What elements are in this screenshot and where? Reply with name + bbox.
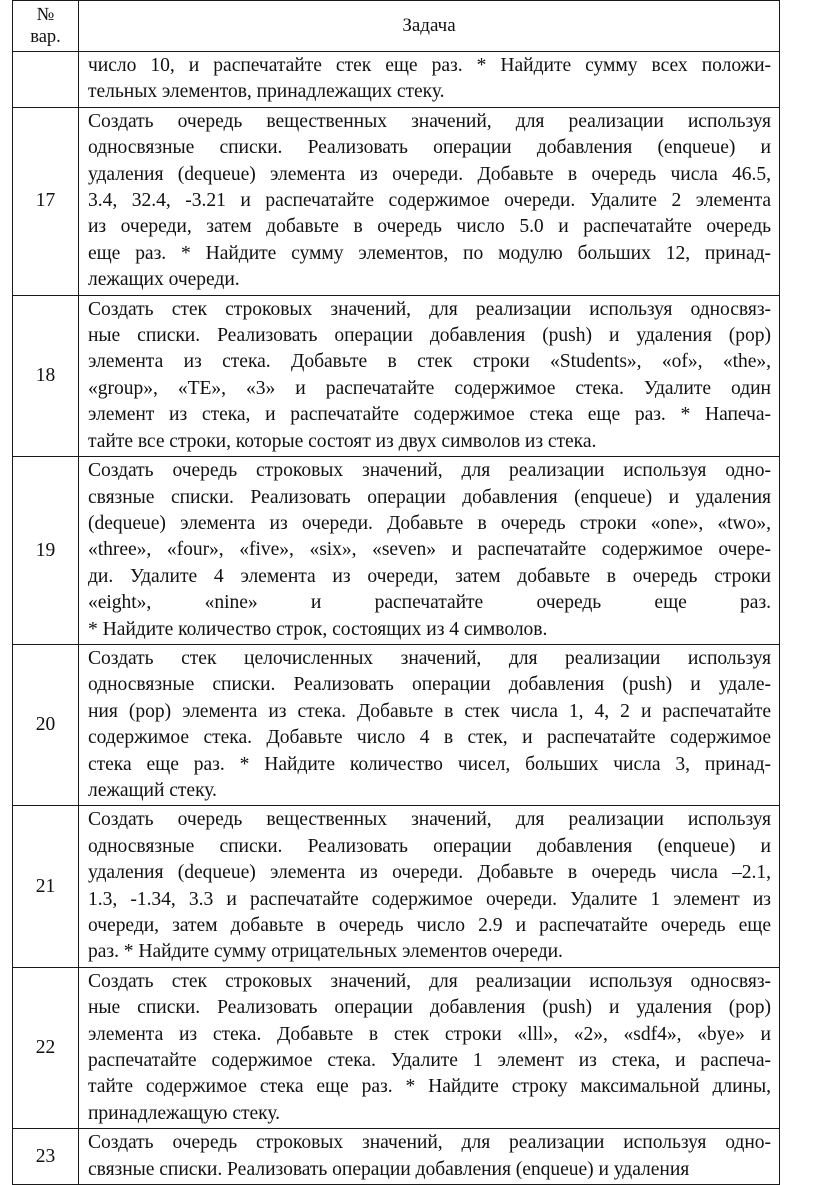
task-text bbox=[79, 52, 780, 108]
task-text-line: стека еще раз. * Найдите количество чисел, больших числа 3, принад- bbox=[88, 753, 771, 775]
task-text-line: элемента из стека. Добавьте в стек строки «lll», «2», «sdf4», «bye» и bbox=[88, 1023, 771, 1045]
task-text-line: 3.4, 32.4, -3.21 и распечатайте содержимое очереди. Удалите 2 элемента bbox=[88, 190, 771, 212]
task-text-line: связные списки. Реализовать операции добавления (enqueue) и удаления bbox=[88, 1158, 690, 1180]
task-text-line: «group», «TE», «3» и распечатайте содержимое стека. Удалите один bbox=[88, 377, 771, 399]
variant-number: 19 bbox=[13, 457, 79, 645]
task-text-line: тайте все строки, которые состоят из двух символов из стека. bbox=[88, 430, 597, 452]
variant-number: 23 bbox=[13, 1129, 79, 1185]
task-text-line: односвязные списки. Реализовать операции добавления (enqueue) и bbox=[88, 137, 771, 159]
task-text-line: ния (pop) элемента из стека. Добавьте в стек числа 1, 4, 2 и распечатайте bbox=[88, 700, 771, 722]
task-text bbox=[79, 1129, 780, 1185]
task-text bbox=[79, 644, 780, 805]
task-text-line: Создать стек строковых значений, для реализации используя односвяз- bbox=[88, 970, 771, 992]
variant-number: 20 bbox=[13, 644, 79, 805]
table-row bbox=[13, 967, 780, 1128]
task-text-line: Создать стек целочисленных значений, для реализации используя bbox=[88, 647, 771, 669]
task-text-line: удаления (dequeue) элемента из очереди. Добавьте в очередь числа –2.1, bbox=[88, 862, 771, 884]
task-text-line: Создать стек строковых значений, для реализации используя односвяз- bbox=[88, 298, 771, 320]
task-text-line: «eight», «nine» и распечатайте очередь еще раз. bbox=[88, 592, 771, 614]
variant-number: 21 bbox=[13, 806, 79, 967]
task-text-line: из очереди, затем добавьте в очередь число 5.0 и распечатайте очередь bbox=[88, 216, 771, 238]
table-row bbox=[13, 1129, 780, 1185]
task-text-line: тельных элементов, принадлежащих стеку. bbox=[88, 81, 445, 103]
task-text-line: связные списки. Реализовать операции добавления (enqueue) и удаления bbox=[88, 486, 771, 508]
task-text bbox=[79, 967, 780, 1128]
table-row bbox=[13, 644, 780, 805]
task-text-line: односвязные списки. Реализовать операции добавления (enqueue) и bbox=[88, 835, 771, 857]
task-text-line: (dequeue) элемента из очереди. Добавьте в очередь строки «one», «two», bbox=[88, 512, 771, 534]
task-header: Задача bbox=[79, 1, 780, 52]
table-row bbox=[13, 107, 780, 295]
task-text-line: ные списки. Реализовать операции добавления (push) и удаления (pop) bbox=[88, 997, 771, 1019]
task-text-line: 1.3, -1.34, 3.3 и распечатайте содержимое очереди. Удалите 1 элемент из bbox=[88, 888, 771, 910]
task-text-line: удаления (dequeue) элемента из очереди. Добавьте в очередь числа 46.5, bbox=[88, 163, 771, 185]
task-rows bbox=[13, 52, 780, 1185]
task-text-line: принадлежащую стеку. bbox=[88, 1102, 280, 1124]
task-text bbox=[79, 107, 780, 295]
task-text-line: * Найдите количество строк, состоящих из 4 символов. bbox=[88, 618, 548, 640]
task-text-line: Создать очередь вещественных значений, для реализации используя bbox=[88, 809, 771, 831]
task-text-line: ди. Удалите 4 элемента из очереди, затем добавьте в очередь строки bbox=[88, 565, 771, 587]
task-text-line: распечатайте содержимое стека. Удалите 1 элемент из стека, и распеча- bbox=[88, 1050, 771, 1072]
task-text-line: Создать очередь строковых значений, для реализации используя одно- bbox=[88, 460, 771, 482]
variant-number bbox=[13, 52, 79, 108]
task-table bbox=[12, 0, 780, 1185]
task-text-line: односвязные списки. Реализовать операции добавления (push) и удале- bbox=[88, 674, 771, 696]
table-row bbox=[13, 457, 780, 645]
task-text-line: лежащих очереди. bbox=[88, 269, 240, 291]
task-text-line: еще раз. * Найдите сумму элементов, по модулю больших 12, принад- bbox=[88, 242, 771, 264]
task-text bbox=[79, 457, 780, 645]
variant-number-header-label: вар. bbox=[30, 27, 61, 47]
task-text-line: очереди, затем добавьте в очередь число 2.9 и распечатайте очередь еще bbox=[88, 915, 771, 936]
task-text-line: элемента из стека. Добавьте в стек строки «Students», «of», «the», bbox=[88, 351, 771, 373]
task-text-line: Создать очередь вещественных значений, для реализации используя bbox=[88, 110, 771, 132]
variant-number: 22 bbox=[13, 967, 79, 1128]
table-row bbox=[13, 295, 780, 456]
table-row bbox=[13, 52, 780, 108]
task-text-line: тайте содержимое стека еще раз. * Найдите строку максимальной длины, bbox=[88, 1076, 771, 1098]
task-text-line: Создать очередь строковых значений, для реализации используя одно- bbox=[88, 1132, 771, 1154]
task-text-line: содержимое стека. Добавьте число 4 в стек, и распечатайте содержимое bbox=[88, 727, 771, 749]
task-text-line: «three», «four», «five», «six», «seven» и распечатайте содержимое очере- bbox=[88, 539, 771, 561]
variant-number: 17 bbox=[13, 107, 79, 295]
variant-number-header-symbol: № bbox=[36, 5, 55, 25]
task-text bbox=[79, 295, 780, 456]
variant-number: 18 bbox=[13, 295, 79, 456]
task-text-line: число 10, и распечатайте стек еще раз. * Найдите сумму всех положи- bbox=[88, 55, 771, 76]
task-text-line: элемент из стека, и распечатайте содержимое стека еще раз. * Напеча- bbox=[88, 404, 771, 426]
table-header-row bbox=[13, 1, 780, 52]
task-text-line: раз. * Найдите сумму отрицательных элементов очереди. bbox=[88, 941, 563, 963]
table-row bbox=[13, 806, 780, 967]
task-text bbox=[79, 806, 780, 967]
task-text-line: ные списки. Реализовать операции добавления (push) и удаления (pop) bbox=[88, 325, 771, 347]
variant-number-header bbox=[13, 1, 79, 52]
task-text-line: лежащий стеку. bbox=[88, 779, 217, 801]
